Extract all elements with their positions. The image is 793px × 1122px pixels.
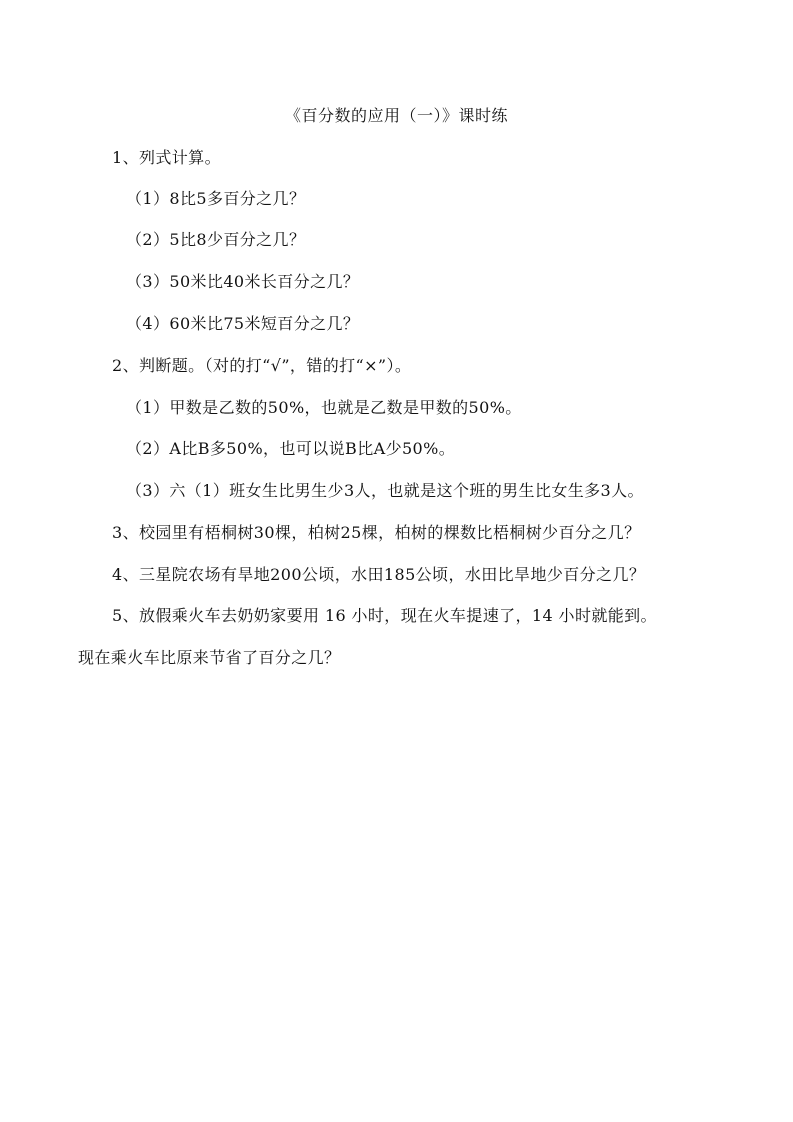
question-3: 3、校园里有梧桐树30棵，柏树25棵，柏树的棵数比梧桐树少百分之几？: [112, 523, 641, 542]
question-2-item-1: （1）甲数是乙数的50%，也就是乙数是甲数的50%。: [126, 398, 522, 417]
question-1-item-2: （2）5比8少百分之几？: [126, 230, 306, 249]
question-5-line-2: 现在乘火车比原来节省了百分之几？: [78, 648, 341, 667]
question-1-item-1: （1）8比5多百分之几？: [126, 189, 306, 208]
question-1-item-4: （4）60米比75米短百分之几？: [126, 314, 360, 333]
question-4: 4、三星院农场有旱地200公顷，水田185公顷，水田比旱地少百分之几？: [112, 565, 646, 584]
question-5-line-1: 5、放假乘火车去奶奶家要用 16 小时，现在火车提速了，14 小时就能到。: [112, 606, 657, 625]
question-1-item-3: （3）50米比40米长百分之几？: [126, 272, 360, 291]
question-1-heading: 1、列式计算。: [112, 148, 221, 167]
document-title: 《百分数的应用（一）》课时练: [284, 106, 508, 125]
question-2-heading: 2、判断题。（对的打“√”，错的打“×”）。: [112, 356, 412, 375]
question-2-item-3: （3）六（1）班女生比男生少3人，也就是这个班的男生比女生多3人。: [126, 481, 644, 500]
question-2-item-2: （2）A比B多50%，也可以说B比A少50%。: [126, 439, 456, 458]
